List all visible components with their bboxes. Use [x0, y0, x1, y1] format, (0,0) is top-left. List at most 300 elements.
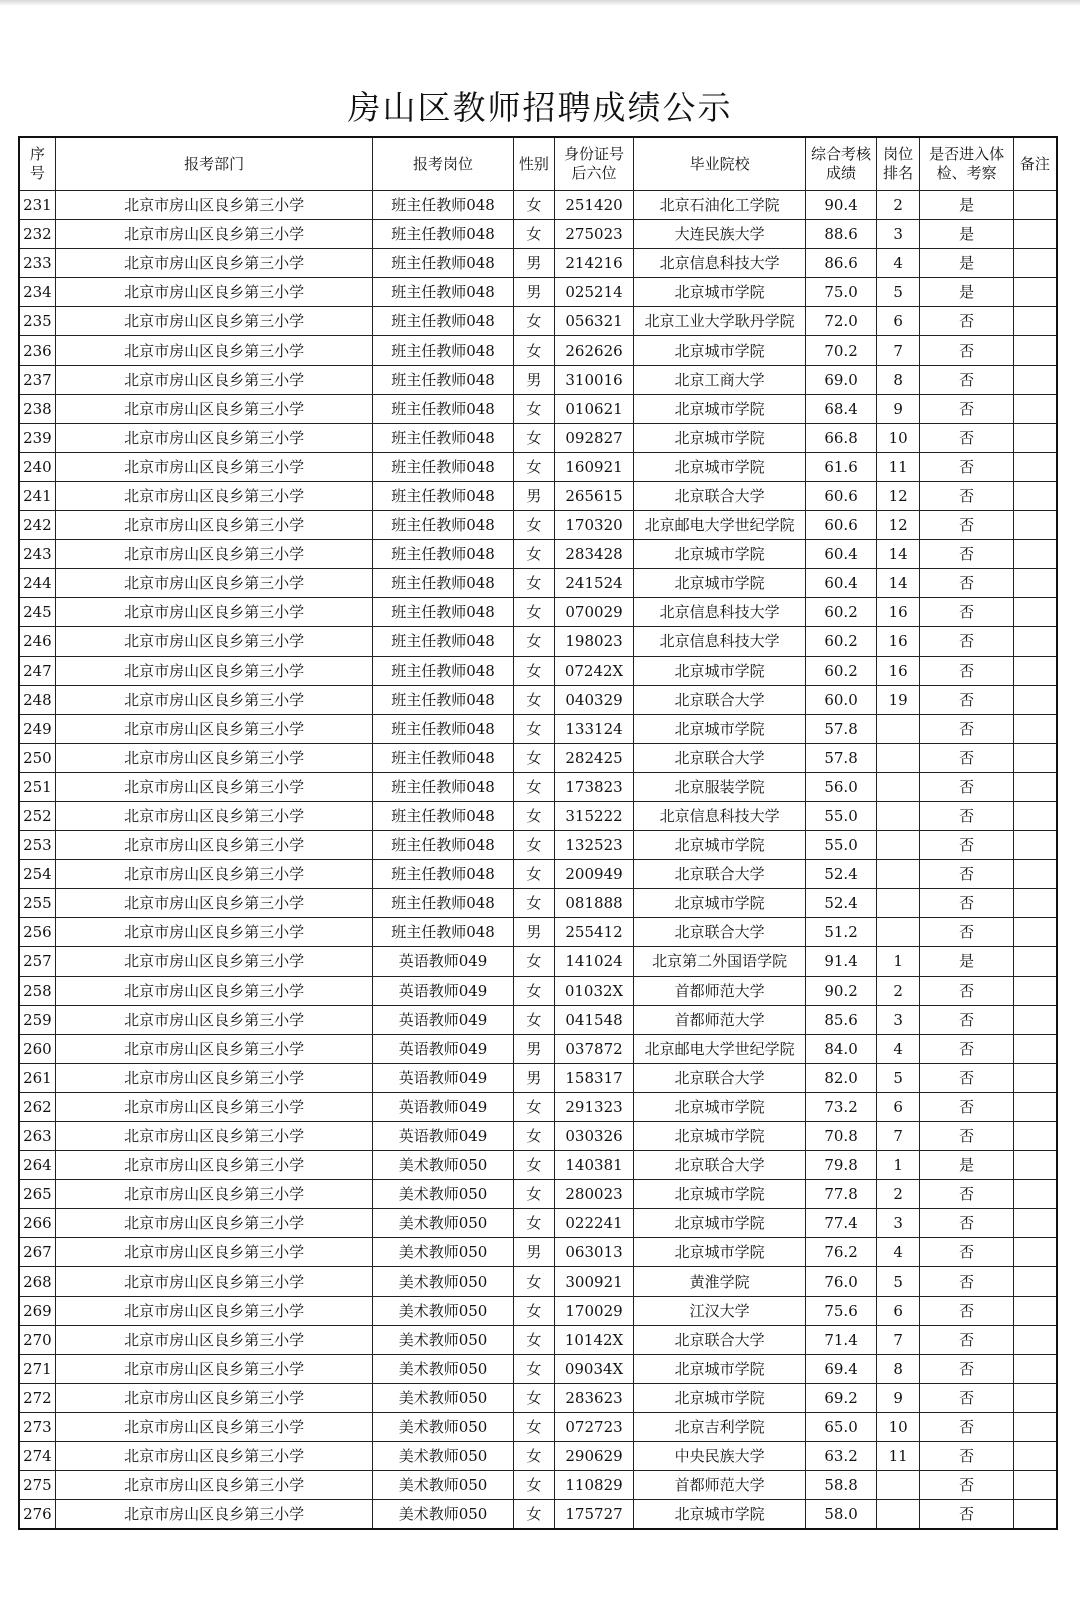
cell-gender: 女: [513, 452, 555, 481]
cell-rank: 16: [876, 598, 920, 627]
cell-dept: 北京市房山区良乡第三小学: [55, 1209, 373, 1238]
cell-dept: 北京市房山区良乡第三小学: [55, 627, 373, 656]
cell-school: 北京城市学院: [633, 1122, 805, 1151]
cell-post: 班主任教师048: [373, 511, 513, 540]
cell-dept: 北京市房山区良乡第三小学: [55, 1238, 373, 1267]
table-row: [19, 889, 1057, 918]
cell-note: [1013, 511, 1057, 540]
cell-enter: 否: [920, 976, 1013, 1005]
cell-school: 江汉大学: [633, 1296, 805, 1325]
cell-id: 280023: [555, 1180, 634, 1209]
table-row: [19, 1471, 1057, 1500]
table-row: [19, 452, 1057, 481]
cell-note: [1013, 831, 1057, 860]
cell-seq: 247: [19, 656, 55, 685]
cell-post: 班主任教师048: [373, 452, 513, 481]
cell-note: [1013, 685, 1057, 714]
table-row: [19, 1383, 1057, 1412]
cell-post: 美术教师050: [373, 1209, 513, 1238]
cell-enter: 否: [920, 743, 1013, 772]
cell-score: 56.0: [806, 772, 877, 801]
table-row: [19, 1063, 1057, 1092]
cell-school: 中央民族大学: [633, 1442, 805, 1471]
cell-rank: 16: [876, 656, 920, 685]
cell-score: 60.0: [806, 685, 877, 714]
cell-score: 66.8: [806, 423, 877, 452]
cell-post: 英语教师049: [373, 1122, 513, 1151]
cell-seq: 261: [19, 1063, 55, 1092]
cell-note: [1013, 249, 1057, 278]
cell-enter: 否: [920, 365, 1013, 394]
cell-seq: 269: [19, 1296, 55, 1325]
cell-gender: 女: [513, 598, 555, 627]
cell-gender: 女: [513, 714, 555, 743]
cell-score: 86.6: [806, 249, 877, 278]
cell-gender: 男: [513, 278, 555, 307]
cell-score: 73.2: [806, 1092, 877, 1121]
cell-post: 班主任教师048: [373, 743, 513, 772]
cell-note: [1013, 1383, 1057, 1412]
cell-score: 60.4: [806, 569, 877, 598]
cell-enter: 否: [920, 452, 1013, 481]
cell-school: 首都师范大学: [633, 976, 805, 1005]
cell-school: 北京城市学院: [633, 1180, 805, 1209]
table-row: [19, 918, 1057, 947]
cell-school: 北京城市学院: [633, 1500, 805, 1530]
cell-dept: 北京市房山区良乡第三小学: [55, 714, 373, 743]
cell-dept: 北京市房山区良乡第三小学: [55, 511, 373, 540]
cell-score: 69.4: [806, 1354, 877, 1383]
table-row: [19, 1209, 1057, 1238]
cell-rank: 5: [876, 278, 920, 307]
cell-school: 北京城市学院: [633, 540, 805, 569]
cell-rank: 14: [876, 569, 920, 598]
cell-gender: 女: [513, 627, 555, 656]
cell-seq: 270: [19, 1325, 55, 1354]
cell-dept: 北京市房山区良乡第三小学: [55, 743, 373, 772]
cell-seq: 231: [19, 191, 55, 220]
cell-id: 063013: [555, 1238, 634, 1267]
cell-id: 283428: [555, 540, 634, 569]
table-row: [19, 278, 1057, 307]
cell-enter: 否: [920, 860, 1013, 889]
table-row: [19, 860, 1057, 889]
cell-enter: 否: [920, 685, 1013, 714]
cell-enter: 否: [920, 481, 1013, 510]
cell-gender: 女: [513, 394, 555, 423]
table-row: [19, 569, 1057, 598]
cell-rank: [876, 1500, 920, 1530]
cell-post: 班主任教师048: [373, 569, 513, 598]
cell-seq: 251: [19, 772, 55, 801]
cell-post: 美术教师050: [373, 1325, 513, 1354]
cell-gender: 女: [513, 1267, 555, 1296]
table-row: [19, 656, 1057, 685]
cell-id: 037872: [555, 1034, 634, 1063]
cell-seq: 248: [19, 685, 55, 714]
cell-seq: 263: [19, 1122, 55, 1151]
cell-seq: 264: [19, 1151, 55, 1180]
cell-rank: 1: [876, 1151, 920, 1180]
cell-school: 北京城市学院: [633, 831, 805, 860]
cell-school: 北京城市学院: [633, 1383, 805, 1412]
cell-score: 72.0: [806, 307, 877, 336]
cell-gender: 女: [513, 831, 555, 860]
cell-score: 55.0: [806, 801, 877, 830]
cell-dept: 北京市房山区良乡第三小学: [55, 1180, 373, 1209]
cell-enter: 是: [920, 947, 1013, 976]
cell-school: 北京城市学院: [633, 569, 805, 598]
cell-note: [1013, 1005, 1057, 1034]
cell-school: 北京联合大学: [633, 918, 805, 947]
cell-enter: 否: [920, 394, 1013, 423]
cell-school: 北京联合大学: [633, 1325, 805, 1354]
table-row: [19, 1005, 1057, 1034]
cell-post: 班主任教师048: [373, 394, 513, 423]
cell-enter: 否: [920, 831, 1013, 860]
cell-dept: 北京市房山区良乡第三小学: [55, 307, 373, 336]
cell-rank: [876, 889, 920, 918]
cell-dept: 北京市房山区良乡第三小学: [55, 598, 373, 627]
cell-dept: 北京市房山区良乡第三小学: [55, 1471, 373, 1500]
cell-dept: 北京市房山区良乡第三小学: [55, 220, 373, 249]
cell-rank: 9: [876, 1383, 920, 1412]
cell-score: 90.4: [806, 191, 877, 220]
cell-id: 160921: [555, 452, 634, 481]
cell-enter: 否: [920, 511, 1013, 540]
score-table: [18, 136, 1058, 1530]
cell-dept: 北京市房山区良乡第三小学: [55, 685, 373, 714]
cell-gender: 女: [513, 801, 555, 830]
cell-dept: 北京市房山区良乡第三小学: [55, 1325, 373, 1354]
cell-note: [1013, 1267, 1057, 1296]
cell-gender: 男: [513, 1034, 555, 1063]
cell-enter: 否: [920, 598, 1013, 627]
cell-seq: 262: [19, 1092, 55, 1121]
cell-note: [1013, 191, 1057, 220]
table-row: [19, 1354, 1057, 1383]
header-gender: 性别: [513, 137, 555, 191]
cell-rank: 3: [876, 220, 920, 249]
cell-post: 美术教师050: [373, 1500, 513, 1530]
cell-note: [1013, 627, 1057, 656]
cell-seq: 238: [19, 394, 55, 423]
cell-id: 198023: [555, 627, 634, 656]
cell-note: [1013, 394, 1057, 423]
cell-score: 77.4: [806, 1209, 877, 1238]
cell-gender: 女: [513, 307, 555, 336]
cell-rank: 7: [876, 1325, 920, 1354]
cell-school: 大连民族大学: [633, 220, 805, 249]
cell-note: [1013, 889, 1057, 918]
cell-rank: 19: [876, 685, 920, 714]
cell-dept: 北京市房山区良乡第三小学: [55, 249, 373, 278]
table-body: [19, 191, 1057, 1530]
cell-score: 58.8: [806, 1471, 877, 1500]
table-row: [19, 685, 1057, 714]
table-row: [19, 976, 1057, 1005]
cell-enter: 否: [920, 1267, 1013, 1296]
table-row: [19, 511, 1057, 540]
cell-rank: 4: [876, 249, 920, 278]
cell-post: 英语教师049: [373, 1034, 513, 1063]
cell-dept: 北京市房山区良乡第三小学: [55, 1122, 373, 1151]
cell-post: 班主任教师048: [373, 860, 513, 889]
cell-dept: 北京市房山区良乡第三小学: [55, 976, 373, 1005]
cell-gender: 男: [513, 1063, 555, 1092]
cell-school: 北京工商大学: [633, 365, 805, 394]
cell-id: 132523: [555, 831, 634, 860]
cell-note: [1013, 1209, 1057, 1238]
table-header-row: [19, 137, 1057, 191]
cell-score: 60.4: [806, 540, 877, 569]
cell-score: 61.6: [806, 452, 877, 481]
cell-enter: 否: [920, 1325, 1013, 1354]
cell-seq: 274: [19, 1442, 55, 1471]
cell-enter: 否: [920, 1034, 1013, 1063]
cell-id: 141024: [555, 947, 634, 976]
cell-id: 200949: [555, 860, 634, 889]
cell-score: 70.8: [806, 1122, 877, 1151]
cell-post: 美术教师050: [373, 1238, 513, 1267]
cell-score: 85.6: [806, 1005, 877, 1034]
cell-enter: 否: [920, 1092, 1013, 1121]
cell-gender: 男: [513, 481, 555, 510]
cell-score: 69.0: [806, 365, 877, 394]
cell-note: [1013, 540, 1057, 569]
cell-id: 170029: [555, 1296, 634, 1325]
header-seq: 序 号: [19, 137, 55, 191]
cell-post: 美术教师050: [373, 1471, 513, 1500]
cell-gender: 女: [513, 1412, 555, 1441]
cell-dept: 北京市房山区良乡第三小学: [55, 889, 373, 918]
cell-school: 北京信息科技大学: [633, 249, 805, 278]
cell-seq: 234: [19, 278, 55, 307]
cell-rank: 6: [876, 307, 920, 336]
cell-dept: 北京市房山区良乡第三小学: [55, 569, 373, 598]
table-row: [19, 947, 1057, 976]
header-score: 综合考核 成绩: [806, 137, 877, 191]
table-row: [19, 220, 1057, 249]
cell-gender: 女: [513, 1354, 555, 1383]
cell-score: 52.4: [806, 889, 877, 918]
cell-rank: 2: [876, 976, 920, 1005]
cell-note: [1013, 220, 1057, 249]
cell-enter: 否: [920, 1209, 1013, 1238]
cell-note: [1013, 1325, 1057, 1354]
cell-post: 美术教师050: [373, 1412, 513, 1441]
cell-id: 275023: [555, 220, 634, 249]
cell-school: 北京联合大学: [633, 481, 805, 510]
cell-post: 班主任教师048: [373, 714, 513, 743]
cell-note: [1013, 714, 1057, 743]
cell-school: 首都师范大学: [633, 1005, 805, 1034]
cell-seq: 253: [19, 831, 55, 860]
cell-post: 班主任教师048: [373, 656, 513, 685]
cell-rank: 4: [876, 1034, 920, 1063]
cell-dept: 北京市房山区良乡第三小学: [55, 423, 373, 452]
cell-id: 056321: [555, 307, 634, 336]
cell-id: 072723: [555, 1412, 634, 1441]
cell-enter: 否: [920, 1122, 1013, 1151]
table-row: [19, 831, 1057, 860]
cell-enter: 否: [920, 1180, 1013, 1209]
cell-school: 北京信息科技大学: [633, 627, 805, 656]
cell-note: [1013, 1238, 1057, 1267]
cell-gender: 女: [513, 1383, 555, 1412]
cell-gender: 男: [513, 365, 555, 394]
cell-score: 76.2: [806, 1238, 877, 1267]
cell-score: 82.0: [806, 1063, 877, 1092]
table-row: [19, 394, 1057, 423]
cell-dept: 北京市房山区良乡第三小学: [55, 1151, 373, 1180]
cell-enter: 是: [920, 191, 1013, 220]
cell-dept: 北京市房山区良乡第三小学: [55, 365, 373, 394]
cell-seq: 255: [19, 889, 55, 918]
cell-enter: 否: [920, 1383, 1013, 1412]
cell-seq: 246: [19, 627, 55, 656]
cell-gender: 女: [513, 220, 555, 249]
cell-enter: 否: [920, 627, 1013, 656]
cell-seq: 258: [19, 976, 55, 1005]
cell-score: 65.0: [806, 1412, 877, 1441]
cell-note: [1013, 1442, 1057, 1471]
cell-rank: 6: [876, 1092, 920, 1121]
cell-school: 北京联合大学: [633, 743, 805, 772]
cell-id: 283623: [555, 1383, 634, 1412]
cell-note: [1013, 1180, 1057, 1209]
cell-seq: 232: [19, 220, 55, 249]
cell-school: 首都师范大学: [633, 1471, 805, 1500]
cell-gender: 女: [513, 1325, 555, 1354]
cell-score: 52.4: [806, 860, 877, 889]
cell-enter: 否: [920, 772, 1013, 801]
cell-dept: 北京市房山区良乡第三小学: [55, 831, 373, 860]
cell-id: 300921: [555, 1267, 634, 1296]
cell-gender: 女: [513, 1442, 555, 1471]
cell-id: 01032X: [555, 976, 634, 1005]
cell-score: 51.2: [806, 918, 877, 947]
cell-school: 北京邮电大学世纪学院: [633, 511, 805, 540]
cell-enter: 否: [920, 540, 1013, 569]
cell-score: 91.4: [806, 947, 877, 976]
cell-note: [1013, 307, 1057, 336]
cell-school: 北京城市学院: [633, 1238, 805, 1267]
cell-note: [1013, 423, 1057, 452]
cell-id: 170320: [555, 511, 634, 540]
cell-seq: 252: [19, 801, 55, 830]
cell-dept: 北京市房山区良乡第三小学: [55, 1412, 373, 1441]
cell-seq: 240: [19, 452, 55, 481]
cell-gender: 女: [513, 1180, 555, 1209]
cell-rank: [876, 918, 920, 947]
cell-enter: 否: [920, 336, 1013, 365]
cell-score: 71.4: [806, 1325, 877, 1354]
cell-id: 025214: [555, 278, 634, 307]
cell-post: 美术教师050: [373, 1180, 513, 1209]
cell-rank: [876, 1471, 920, 1500]
cell-dept: 北京市房山区良乡第三小学: [55, 1092, 373, 1121]
cell-note: [1013, 481, 1057, 510]
cell-seq: 273: [19, 1412, 55, 1441]
cell-dept: 北京市房山区良乡第三小学: [55, 452, 373, 481]
cell-dept: 北京市房山区良乡第三小学: [55, 801, 373, 830]
table-row: [19, 1122, 1057, 1151]
cell-gender: 女: [513, 540, 555, 569]
cell-note: [1013, 656, 1057, 685]
cell-gender: 女: [513, 1500, 555, 1530]
cell-note: [1013, 1063, 1057, 1092]
cell-post: 班主任教师048: [373, 423, 513, 452]
cell-seq: 235: [19, 307, 55, 336]
cell-dept: 北京市房山区良乡第三小学: [55, 1034, 373, 1063]
table-row: [19, 249, 1057, 278]
table-row: [19, 1500, 1057, 1530]
cell-score: 68.4: [806, 394, 877, 423]
cell-seq: 271: [19, 1354, 55, 1383]
cell-school: 北京第二外国语学院: [633, 947, 805, 976]
cell-note: [1013, 1122, 1057, 1151]
cell-dept: 北京市房山区良乡第三小学: [55, 1500, 373, 1530]
table-row: [19, 1442, 1057, 1471]
cell-school: 北京城市学院: [633, 394, 805, 423]
cell-dept: 北京市房山区良乡第三小学: [55, 860, 373, 889]
cell-dept: 北京市房山区良乡第三小学: [55, 918, 373, 947]
header-rank: 岗位 排名: [876, 137, 920, 191]
cell-note: [1013, 976, 1057, 1005]
cell-id: 041548: [555, 1005, 634, 1034]
cell-post: 英语教师049: [373, 1092, 513, 1121]
cell-seq: 254: [19, 860, 55, 889]
cell-gender: 女: [513, 1122, 555, 1151]
cell-post: 班主任教师048: [373, 540, 513, 569]
cell-enter: 否: [920, 1442, 1013, 1471]
cell-gender: 女: [513, 889, 555, 918]
cell-rank: 11: [876, 452, 920, 481]
table-row: [19, 1034, 1057, 1063]
cell-school: 北京联合大学: [633, 860, 805, 889]
cell-post: 美术教师050: [373, 1442, 513, 1471]
cell-id: 10142X: [555, 1325, 634, 1354]
cell-enter: 否: [920, 1412, 1013, 1441]
cell-rank: [876, 714, 920, 743]
cell-note: [1013, 743, 1057, 772]
cell-gender: 女: [513, 1209, 555, 1238]
cell-score: 55.0: [806, 831, 877, 860]
cell-id: 092827: [555, 423, 634, 452]
cell-score: 60.2: [806, 656, 877, 685]
cell-note: [1013, 918, 1057, 947]
cell-id: 290629: [555, 1442, 634, 1471]
cell-dept: 北京市房山区良乡第三小学: [55, 278, 373, 307]
cell-seq: 241: [19, 481, 55, 510]
cell-id: 140381: [555, 1151, 634, 1180]
cell-seq: 268: [19, 1267, 55, 1296]
cell-score: 75.0: [806, 278, 877, 307]
cell-score: 63.2: [806, 1442, 877, 1471]
cell-dept: 北京市房山区良乡第三小学: [55, 394, 373, 423]
table-row: [19, 365, 1057, 394]
table-row: [19, 801, 1057, 830]
cell-school: 北京工业大学耿丹学院: [633, 307, 805, 336]
cell-school: 北京城市学院: [633, 656, 805, 685]
cell-rank: 7: [876, 336, 920, 365]
cell-rank: 5: [876, 1267, 920, 1296]
cell-id: 175727: [555, 1500, 634, 1530]
cell-dept: 北京市房山区良乡第三小学: [55, 1267, 373, 1296]
cell-post: 美术教师050: [373, 1267, 513, 1296]
cell-rank: 7: [876, 1122, 920, 1151]
